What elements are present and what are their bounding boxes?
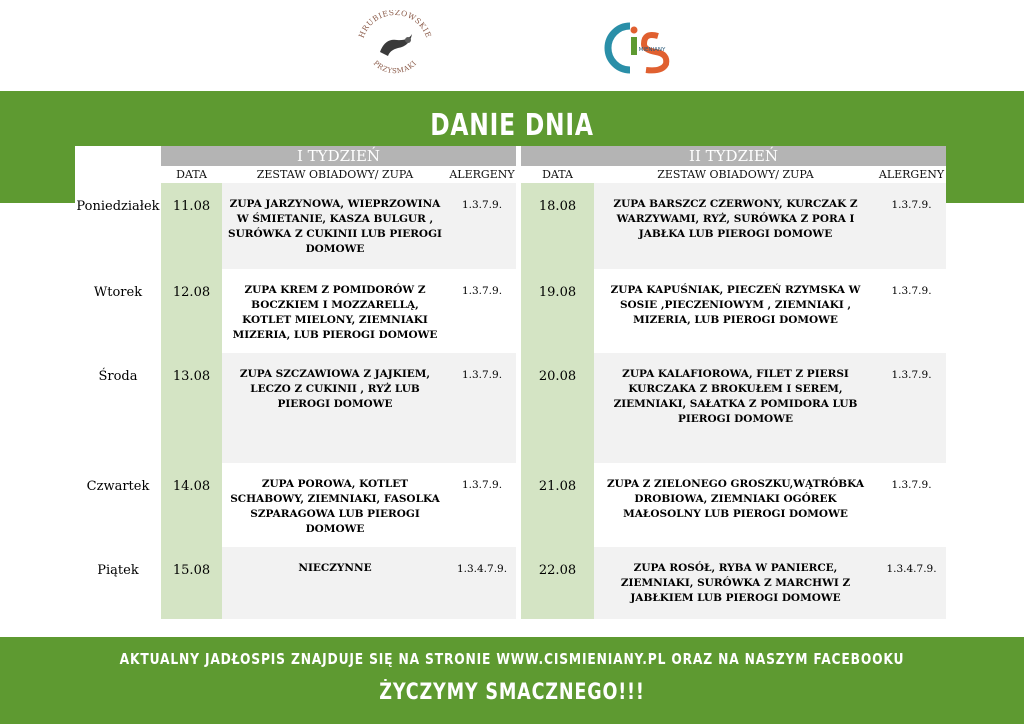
page-title: DANIE DNIA (430, 108, 594, 143)
day-label: Czwartek (75, 463, 161, 547)
date-cell: 19.08 (521, 269, 594, 353)
meal-cell: ZUPA JARZYNOWA, WIEPRZOWINA W ŚMIETANIE, KASZA BULGUR , SURÓWKA Z CUKINII LUB PIEROGI DOMOWE (222, 183, 448, 269)
meal-cell: ZUPA BARSZCZ CZERWONY, KURCZAK Z WARZYWAMI, RYŻ, SURÓWKA Z PORA I JABŁKA LUB PIEROGI DOMOWE (594, 183, 877, 269)
meal-cell: ZUPA Z ZIELONEGO GROSZKU,WĄTRÓBKA DROBIOWA, ZIEMNIAKI OGÓREK MAŁOSOLNY LUB PIEROGI DOMOWE (594, 463, 877, 547)
allergens-cell: 1.3.7.9. (448, 183, 516, 269)
menu-table (75, 146, 946, 619)
meal-cell: ZUPA KAPUŚNIAK, PIECZEŃ RZYMSKA W SOSIE ,PIECZENIOWYM , ZIEMNIAKI , MIZERIA, LUB PIEROGI DOMOWE (594, 269, 877, 353)
allergens-cell: 1.3.7.9. (877, 353, 946, 463)
svg-text:PRZYSMAKI (372, 59, 419, 75)
cis-logo (596, 18, 676, 76)
allergens-cell: 1.3.4.7.9. (448, 547, 516, 619)
date-cell: 21.08 (521, 463, 594, 547)
meal-cell: ZUPA KALAFIOROWA, FILET Z PIERSI KURCZAKA Z BROKUŁEM I SEREM, ZIEMNIAKI, SAŁATKA Z POMIDORA LUB PIEROGI DOMOWE (594, 353, 877, 463)
col-header-date: DATA (521, 166, 594, 183)
week-header-1: I TYDZIEŃ (161, 146, 516, 166)
date-cell: 12.08 (161, 269, 222, 353)
logo-left-text-top: HRUBIESZOWSKIE (356, 10, 434, 40)
allergens-cell: 1.3.7.9. (448, 353, 516, 463)
logo-left-text-bottom: PRZYSMAKI (371, 59, 419, 76)
date-cell: 14.08 (161, 463, 222, 547)
meal-cell: ZUPA SZCZAWIOWA Z JAJKIEM, LECZO Z CUKINII , RYŻ LUB PIEROGI DOMOWE (222, 353, 448, 463)
col-header-meal: ZESTAW OBIADOWY/ ZUPA (222, 166, 448, 183)
allergens-cell: 1.3.4.7.9. (877, 547, 946, 619)
date-cell: 22.08 (521, 547, 594, 619)
svg-text:HRUBIESZOWSKIE (357, 10, 433, 39)
date-cell: 15.08 (161, 547, 222, 619)
date-cell: 20.08 (521, 353, 594, 463)
hrubieszowskie-logo (350, 10, 440, 76)
table-row (75, 353, 946, 463)
table-row (75, 183, 946, 269)
col-header-allergens: ALERGENY (449, 168, 515, 181)
day-label: Środa (75, 353, 161, 463)
table-row (75, 547, 946, 619)
col-header-date: DATA (161, 166, 222, 183)
day-label: Wtorek (75, 269, 161, 353)
logo-right-text: MIENIANY (638, 47, 666, 53)
allergens-cell: 1.3.7.9. (877, 269, 946, 353)
meal-cell: ZUPA KREM Z POMIDORÓW Z BOCZKIEM I MOZZARELLĄ, KOTLET MIELONY, ZIEMNIAKI MIZERIA, LUB PIEROGI DOMOWE (222, 269, 448, 353)
meal-cell: ZUPA POROWA, KOTLET SCHABOWY, ZIEMNIAKI, FASOLKA SZPARAGOWA LUB PIEROGI DOMOWE (222, 463, 448, 547)
table-row (75, 269, 946, 353)
date-cell: 18.08 (521, 183, 594, 269)
footer-greeting: ŻYCZYMY SMACZNEGO!!! (379, 680, 645, 705)
footer-info-text: AKTUALNY JADŁOSPIS ZNAJDUJE SIĘ NA STRONIE WWW.CISMIENIANY.PL ORAZ NA NASZYM FACEBOOKU (119, 650, 905, 668)
allergens-cell: 1.3.7.9. (448, 463, 516, 547)
col-header-allergens: ALERGENY (878, 168, 945, 181)
allergens-cell: 1.3.7.9. (877, 463, 946, 547)
table-row (75, 463, 946, 547)
allergens-cell: 1.3.7.9. (448, 269, 516, 353)
meal-cell: NIECZYNNE (222, 547, 448, 619)
date-cell: 13.08 (161, 353, 222, 463)
day-label: Piątek (75, 547, 161, 619)
day-label: Poniedziałek (75, 183, 161, 269)
date-cell: 11.08 (161, 183, 222, 269)
week-header-2: II TYDZIEŃ (521, 146, 946, 166)
meal-cell: ZUPA ROSÓŁ, RYBA W PANIERCE, ZIEMNIAKI, SURÓWKA Z MARCHWI Z JABŁKIEM LUB PIEROGI DOMOWE (594, 547, 877, 619)
allergens-cell: 1.3.7.9. (877, 183, 946, 269)
col-header-meal: ZESTAW OBIADOWY/ ZUPA (594, 166, 877, 183)
corner-cell (75, 146, 161, 166)
